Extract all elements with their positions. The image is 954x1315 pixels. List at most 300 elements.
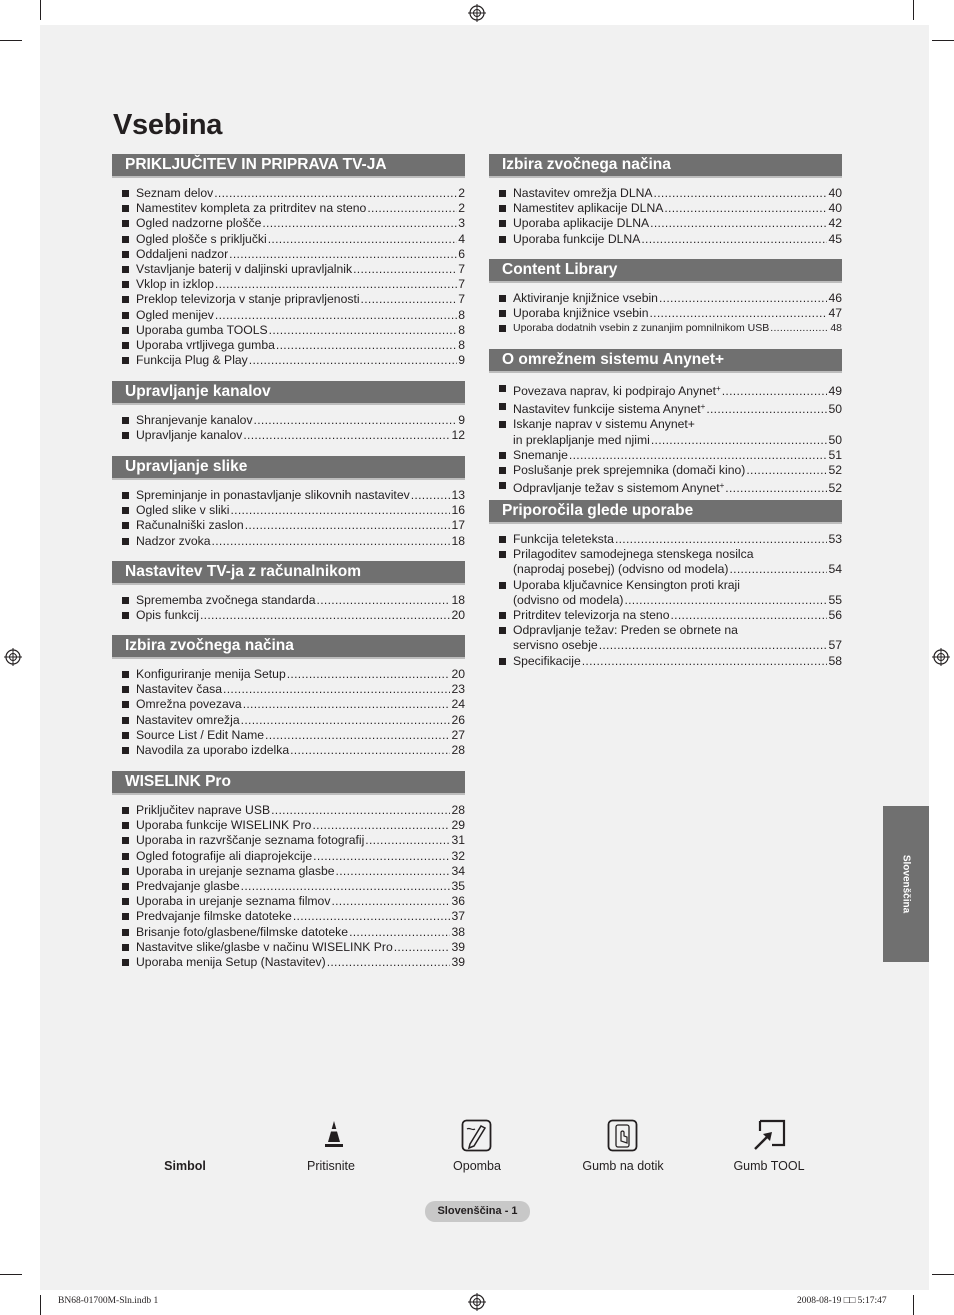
toc-entry-row: [136, 593, 465, 608]
toc-entry-row: [513, 381, 842, 399]
toc-entry-page-number: 18: [451, 533, 465, 548]
dot-leader: [290, 743, 450, 758]
toc-list: [489, 291, 842, 337]
toc-entry-row: [136, 894, 465, 909]
toc-entry: [112, 803, 465, 818]
toc-entry-label-text: Uporaba dodatnih vsebin z zunanjim pomnilnikom USB: [513, 322, 770, 335]
toc-entry: [489, 448, 842, 463]
toc-entry-label: [136, 216, 261, 231]
legend-note-label: Opomba: [453, 1159, 501, 1173]
toc-entry-page-number: 32: [451, 848, 465, 863]
toc-entry-row: [513, 478, 842, 496]
toc-entry-page-number: 6: [458, 246, 465, 261]
toc-entry-row: [136, 262, 465, 277]
language-side-tab-label: Slovenščina: [900, 854, 912, 914]
toc-entry-label: [136, 743, 289, 758]
dot-leader: [654, 186, 828, 201]
square-bullet-icon: [122, 747, 129, 754]
toc-entry-label-text: Omrežna povezava: [136, 697, 242, 712]
toc-entry-page-number: 39: [451, 955, 465, 970]
toc-entry-label: [513, 433, 650, 448]
toc-entry-label-first-line: Prilagoditev samodejnega stenskega nosilca: [513, 547, 754, 562]
toc-entry-row: [513, 291, 842, 306]
dot-leader: [215, 308, 457, 323]
toc-entry-label: [136, 488, 410, 503]
square-bullet-icon: [122, 732, 129, 739]
toc-entry-label-text: Snemanje: [513, 447, 568, 462]
dot-leader: [582, 654, 828, 669]
toc-entry-row: [513, 186, 842, 201]
dot-leader: [624, 593, 827, 608]
note-icon: [461, 1119, 492, 1152]
toc-entry-label: [136, 292, 360, 307]
section-anynet: [489, 349, 842, 496]
toc-entry-label: [513, 608, 669, 623]
section-sound-mode-b: [489, 154, 842, 247]
toc-entry: [112, 292, 465, 307]
crop-mark: [913, 1295, 914, 1315]
toc-entry-label-text: Ogled slike v sliki: [136, 503, 230, 518]
toc-entry: [112, 697, 465, 712]
toc-entry-page-number: 13: [451, 488, 465, 502]
toc-entry: [112, 728, 465, 743]
toc-entry-row: [136, 518, 465, 533]
dot-leader: [268, 232, 457, 247]
toc-entry-label-text: Priključitev naprave USB: [136, 803, 271, 817]
one-touch-button-icon: [607, 1119, 638, 1152]
square-bullet-icon: [122, 929, 129, 936]
toc-entry-row: [136, 488, 465, 503]
square-bullet-icon: [122, 236, 129, 243]
toc-entry-page-number: 28: [451, 743, 465, 758]
dot-leader: [670, 608, 827, 623]
toc-entry-page-number: 37: [451, 909, 465, 924]
toc-entry: [489, 478, 842, 496]
toc-entry: [112, 593, 465, 608]
toc-entry-label-text: Nadzor zvoka: [136, 533, 211, 548]
toc-entry-label-text: Nastavitev časa: [136, 682, 223, 697]
toc-entry-row: [136, 713, 465, 728]
toc-list: [112, 593, 465, 623]
toc-entry-row: [136, 909, 465, 924]
toc-entry-row: [136, 323, 465, 338]
section-header: WISELINK Pro: [112, 771, 465, 795]
toc-list: [112, 667, 465, 758]
toc-entry-superscript: +: [716, 384, 721, 393]
dot-leader: [599, 638, 828, 653]
toc-entry-label-text: (odvisno od modela): [513, 592, 624, 607]
dot-leader: [312, 818, 450, 833]
toc-entry-label: [136, 864, 335, 879]
section-header: Upravljanje kanalov: [112, 381, 465, 405]
toc-entry-page-number: 27: [451, 727, 465, 742]
toc-entry: [489, 654, 842, 669]
toc-list: [112, 803, 465, 970]
toc-entry-label-text: Spreminjanje in ponastavljanje slikovnih nastavitev: [136, 488, 410, 502]
section-channel-management: [112, 381, 465, 443]
toc-entry-label: [136, 277, 214, 292]
toc-entry-page-number: 9: [458, 413, 465, 427]
toc-entry-page-number: 7: [458, 277, 465, 292]
press-icon: [323, 1118, 345, 1148]
dot-leader: [229, 247, 457, 262]
toc-entry-row: [136, 308, 465, 323]
toc-list: [489, 186, 842, 247]
square-bullet-icon: [122, 327, 129, 334]
square-bullet-icon: [122, 944, 129, 951]
tool-button-icon: [752, 1118, 786, 1152]
toc-entry-label-text: Ogled plošče s priključki: [136, 231, 267, 246]
toc-entry-page-number: 46: [828, 291, 842, 305]
toc-entry-page-number: 2: [458, 186, 465, 200]
toc-entry-label-text: Uporaba gumba TOOLS: [136, 322, 268, 337]
square-bullet-icon: [499, 627, 506, 634]
toc-entry-page-number: 2: [458, 201, 465, 216]
toc-entry-row: [513, 321, 842, 336]
toc-entry-page-number: 9: [458, 353, 465, 368]
toc-entry-label-first-line: Iskanje naprav v sistemu Anynet+: [513, 417, 695, 432]
toc-entry-row: [513, 448, 842, 463]
crop-mark: [932, 40, 954, 41]
toc-entry-label-text: Poslušanje prek sprejemnika (domači kino): [513, 463, 746, 478]
toc-entry: [112, 909, 465, 924]
dot-leader: [746, 463, 827, 478]
toc-entry-label: [513, 232, 640, 247]
toc-entry-label: [136, 894, 330, 909]
dot-leader: [336, 864, 451, 879]
toc-entry-label: [136, 682, 222, 697]
dot-leader: [411, 488, 451, 503]
dot-leader: [271, 803, 450, 818]
toc-entry-label-text: Ogled fotografije ali diaprojekcije: [136, 848, 313, 863]
toc-entry: [112, 186, 465, 201]
square-bullet-icon: [122, 686, 129, 693]
toc-entry-page-number: 20: [451, 608, 465, 623]
dot-leader: [650, 216, 827, 231]
square-bullet-icon: [122, 296, 129, 303]
toc-list: [489, 532, 842, 669]
toc-entry-label-text: Vklop in izklop: [136, 277, 214, 292]
toc-entry-page-number: 31: [451, 833, 465, 848]
square-bullet-icon: [122, 913, 129, 920]
dot-leader: [254, 413, 458, 428]
toc-entry: [112, 277, 465, 292]
toc-entry: [112, 262, 465, 277]
square-bullet-icon: [122, 357, 129, 364]
dot-leader: [313, 849, 450, 864]
toc-entry: [112, 849, 465, 864]
toc-entry: [112, 894, 465, 909]
square-bullet-icon: [122, 837, 129, 844]
dot-leader: [317, 593, 451, 608]
toc-entry-row: [136, 697, 465, 712]
toc-entry-page-number: 17: [451, 518, 465, 533]
dot-leader: [241, 713, 451, 728]
toc-entry-label: [513, 463, 745, 478]
toc-entry: [489, 232, 842, 247]
toc-entry-page-number: 8: [458, 338, 465, 353]
dot-leader: [349, 925, 450, 940]
square-bullet-icon: [122, 959, 129, 966]
toc-entry-label: [136, 608, 199, 623]
section-sound-mode-a: [112, 635, 465, 758]
toc-entry-row: [513, 562, 842, 577]
square-bullet-icon: [122, 205, 129, 212]
toc-entry-page-number: 50: [828, 432, 842, 447]
toc-entry-label-text: Oddaljeni nadzor: [136, 246, 229, 261]
toc-entry-label-text: Uporaba funkcije WISELINK Pro: [136, 818, 312, 833]
toc-entry-page-number: 38: [451, 924, 465, 939]
footer-file-name: BN68-01700M-Sln.indb 1: [58, 1296, 159, 1306]
toc-entry-row: [136, 247, 465, 262]
square-bullet-icon: [122, 266, 129, 273]
toc-entry-label-text: Uporaba in razvrščanje seznama fotografij: [136, 833, 365, 848]
toc-entry-page-number: 7: [458, 262, 465, 277]
toc-entry-row: [136, 803, 465, 818]
toc-entry-page-number: 40: [828, 186, 842, 200]
toc-entry-row: [513, 593, 842, 608]
toc-entry: [112, 682, 465, 697]
toc-entry-row: [136, 743, 465, 758]
toc-entry-page-number: 7: [458, 292, 465, 307]
section-header: Upravljanje slike: [112, 456, 465, 480]
crop-mark: [0, 1274, 22, 1275]
toc-list: [112, 186, 465, 368]
square-bullet-icon: [499, 452, 506, 459]
toc-entry-label: [136, 201, 366, 216]
toc-entry-label: [136, 955, 326, 970]
toc-entry-label-text: Konfiguriranje menija Setup: [136, 667, 286, 681]
toc-entry-label-text: Uporaba in urejanje seznama filmov: [136, 894, 331, 909]
square-bullet-icon: [122, 507, 129, 514]
toc-entry-page-number: 42: [828, 216, 842, 231]
toc-entry-row: [136, 201, 465, 216]
toc-entry-row: [513, 608, 842, 623]
language-side-tab: [883, 806, 929, 962]
toc-entry-page-number: 23: [451, 682, 465, 697]
square-bullet-icon: [499, 467, 506, 474]
square-bullet-icon: [122, 597, 129, 604]
toc-entry-label: [513, 654, 581, 669]
dot-leader: [615, 532, 828, 547]
crop-mark: [40, 0, 41, 20]
toc-entry-label-text: (naprodaj posebej) (odvisno od modela): [513, 562, 729, 577]
toc-entry-label: [513, 201, 663, 216]
section-header: Nastavitev TV-ja z računalnikom: [112, 561, 465, 585]
toc-entry-row: [136, 955, 465, 970]
toc-entry-label-text: Uporaba funkcije DLNA: [513, 231, 641, 246]
toc-entry-page-number: 26: [451, 712, 465, 727]
toc-entry: [489, 608, 842, 623]
dot-leader: [269, 323, 458, 338]
square-bullet-icon: [499, 236, 506, 243]
toc-entry: [112, 338, 465, 353]
square-bullet-icon: [499, 205, 506, 212]
toc-entry-page-number: 49: [828, 384, 842, 398]
toc-entry: [112, 608, 465, 623]
toc-entry-label: [513, 291, 658, 306]
toc-entry-label: [136, 503, 229, 518]
toc-entry-row: [513, 463, 842, 478]
toc-list: [112, 413, 465, 443]
toc-entry-label-text: Funkcija teleteksta: [513, 532, 614, 546]
toc-entry-page-number: 58: [828, 653, 842, 668]
toc-entry-label: [136, 413, 253, 428]
toc-entry-label: [136, 879, 240, 894]
toc-entry-page-number: 40: [828, 201, 842, 216]
toc-entry: [489, 291, 842, 306]
toc-entry-label-text: Nastavitve slike/glasbe v načinu WISELINK Pro: [136, 939, 393, 954]
toc-entry: [112, 940, 465, 955]
toc-entry-label-text: Aktiviranje knjižnice vsebin: [513, 291, 658, 305]
square-bullet-icon: [122, 822, 129, 829]
registration-mark-icon: [932, 648, 950, 666]
toc-entry-label: [136, 534, 211, 549]
toc-entry-label: [513, 399, 705, 417]
toc-entry-page-number: 47: [828, 306, 842, 321]
toc-entry-label-text: Shranjevanje kanalov: [136, 413, 253, 427]
toc-entry: [112, 864, 465, 879]
toc-entry: [489, 186, 842, 201]
toc-entry-page-number: 45: [828, 231, 842, 246]
toc-entry-row: [136, 232, 465, 247]
dot-leader: [212, 534, 451, 549]
toc-entry-row: [136, 833, 465, 848]
toc-entry-page-number: 36: [451, 894, 465, 909]
toc-entry: [489, 381, 842, 399]
toc-entry-row: [513, 306, 842, 321]
square-bullet-icon: [122, 883, 129, 890]
toc-entry-page-number: 50: [828, 402, 842, 417]
toc-entry: [489, 399, 842, 417]
dot-leader: [664, 201, 827, 216]
toc-entry-row: [136, 682, 465, 697]
toc-entry-page-number: 54: [828, 562, 842, 577]
toc-list: [112, 488, 465, 549]
toc-entry-label: [513, 216, 649, 231]
toc-entry-label-text: Pritrditev televizorja na steno: [513, 608, 670, 623]
toc-entry-label: [513, 321, 769, 336]
square-bullet-icon: [499, 482, 506, 489]
toc-entry-row: [136, 667, 465, 682]
toc-entry-label: [513, 381, 721, 399]
toc-entry-label: [513, 593, 623, 608]
dot-leader: [276, 338, 457, 353]
toc-entry: [112, 413, 465, 428]
square-bullet-icon: [122, 432, 129, 439]
toc-entry-label-text: Predvajanje filmske datoteke: [136, 909, 292, 924]
toc-entry-row: [136, 728, 465, 743]
square-bullet-icon: [122, 612, 129, 619]
toc-entry-label-text: Funkcija Plug & Play: [136, 353, 248, 368]
toc-entry-label: [136, 353, 248, 368]
section-tv-pc-setup: [112, 561, 465, 623]
toc-entry-label-text: Seznam delov: [136, 186, 214, 200]
legend-tool-label: Gumb TOOL: [733, 1159, 805, 1173]
toc-entry: [112, 247, 465, 262]
dot-leader: [293, 909, 451, 924]
toc-entry-row: [513, 638, 842, 653]
page-title: Vsebina: [113, 109, 223, 141]
toc-entry: [112, 353, 465, 368]
legend-symbol-label: Simbol: [164, 1159, 206, 1173]
dot-leader: [365, 833, 450, 848]
toc-entry-label: [136, 518, 244, 533]
crop-mark: [0, 40, 22, 41]
toc-entry: [112, 323, 465, 338]
toc-entry-page-number: 53: [828, 532, 842, 546]
dot-leader: [262, 216, 457, 231]
toc-entry: [489, 306, 842, 321]
dot-leader: [394, 940, 451, 955]
toc-entry: [489, 547, 842, 577]
toc-entry-page-number: 34: [451, 863, 465, 878]
dot-leader: [243, 428, 450, 443]
toc-entry-label-text: Nastavitev funkcije sistema Anynet: [513, 402, 701, 417]
toc-entry-page-number: 29: [451, 818, 465, 833]
toc-entry-row: [513, 433, 842, 448]
toc-entry-page-number: 12: [451, 428, 465, 443]
toc-entry-superscript: +: [719, 481, 725, 491]
toc-entry-label-text: Nastavitev omrežja DLNA: [513, 186, 653, 200]
square-bullet-icon: [122, 701, 129, 708]
toc-entry: [112, 488, 465, 503]
toc-entry-label: [136, 833, 364, 848]
dot-leader: [729, 562, 827, 577]
toc-entry: [112, 308, 465, 323]
toc-entry-label: [136, 697, 242, 712]
square-bullet-icon: [122, 717, 129, 724]
toc-entry-label: [136, 186, 213, 201]
toc-entry-row: [136, 353, 465, 368]
toc-entry-row: [136, 292, 465, 307]
toc-entry-row: [136, 534, 465, 549]
section-header: Izbira zvočnega načina: [489, 154, 842, 178]
toc-entry: [489, 463, 842, 478]
square-bullet-icon: [122, 251, 129, 258]
registration-mark-icon: [4, 648, 22, 666]
toc-entry-page-number: 35: [451, 879, 465, 894]
toc-entry-page-number: 16: [451, 503, 465, 518]
toc-entry-row: [136, 879, 465, 894]
square-bullet-icon: [122, 312, 129, 319]
square-bullet-icon: [499, 403, 506, 410]
toc-entry-page-number: 8: [458, 322, 465, 337]
toc-entry-page-number: 20: [451, 667, 465, 681]
dot-leader: [770, 321, 829, 336]
dot-leader: [706, 402, 827, 417]
toc-entry-label-text: Predvajanje glasbe: [136, 879, 240, 894]
dot-leader: [659, 291, 827, 306]
toc-entry-label-text: Nastavitev omrežja: [136, 712, 240, 727]
toc-entry-page-number: 18: [451, 593, 465, 607]
toc-entry-label: [136, 262, 352, 277]
section-connection-setup: [112, 154, 465, 368]
square-bullet-icon: [122, 220, 129, 227]
toc-entry-row: [136, 216, 465, 231]
toc-entry: [112, 818, 465, 833]
dot-leader: [241, 879, 451, 894]
toc-entry-row: [513, 654, 842, 669]
section-header: Priporočila glede uporabe: [489, 500, 842, 524]
dot-leader: [230, 503, 450, 518]
section-usage-recommendations: [489, 500, 842, 669]
section-wiselink-pro: [112, 771, 465, 970]
dot-leader: [361, 292, 458, 307]
toc-entry-label: [136, 849, 312, 864]
toc-entry-label: [513, 638, 598, 653]
toc-entry-label-text: Odpravljanje težav s sistemom Anynet: [513, 481, 720, 496]
